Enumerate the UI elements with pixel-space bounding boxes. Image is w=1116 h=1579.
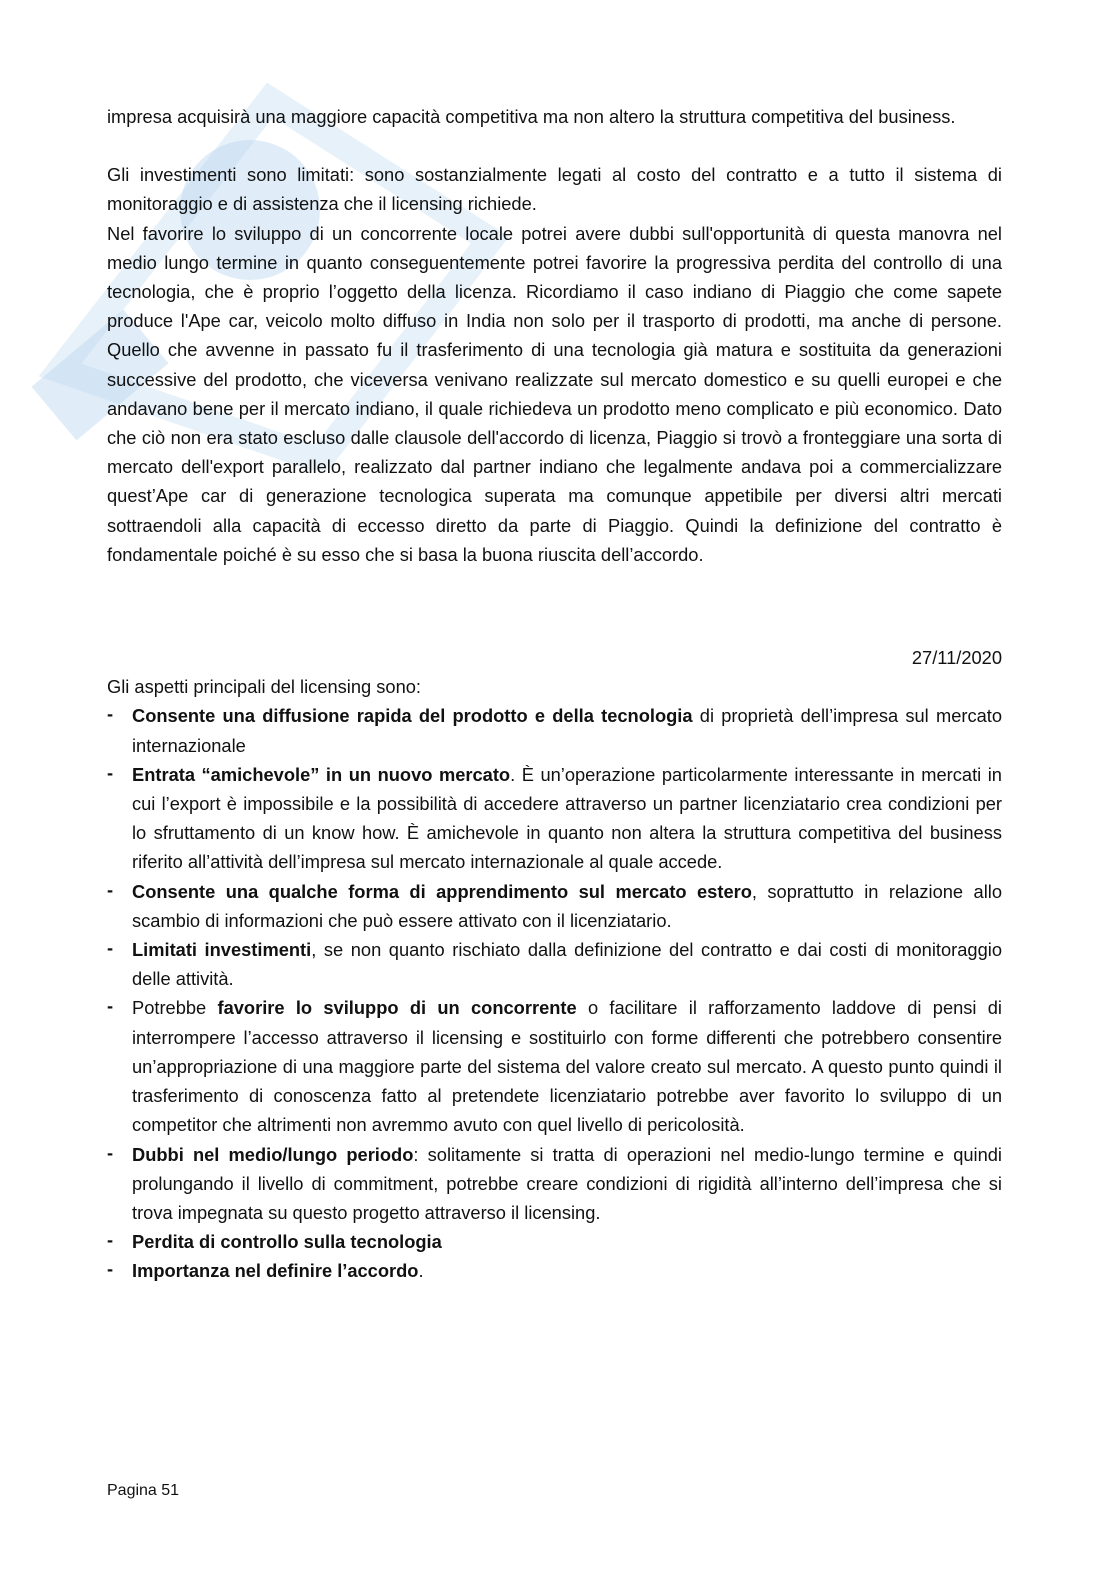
list-dash: -	[107, 703, 114, 725]
list-item: - Potrebbe favorire lo sviluppo di un concorrente o facilitare il rafforzamento laddove di pensi di interrompere l’accesso attraverso il licensing e sostituirlo con forme differenti che potrebbero consentire un’appropriazione di una maggiore parte del sistema del valore creato sul mercato. A questo punto quindi il trasferimento di conoscenza fatto al pretendete licenziatario potrebbe aver favorito lo sviluppo di un competitor che altrimenti non avremmo avuto con quel livello di pericolosità.	[107, 993, 1002, 1139]
list-dash: -	[107, 1229, 114, 1251]
list-dash: -	[107, 937, 114, 959]
page-content	[107, 102, 1002, 1286]
list-item: - Importanza nel definire l’accordo.	[107, 1256, 1002, 1285]
list-item: - Perdita di controllo sulla tecnologia	[107, 1227, 1002, 1256]
list-dash: -	[107, 878, 114, 900]
licensing-aspects-list	[107, 701, 1002, 1285]
list-item: - Dubbi nel medio/lungo periodo: solitamente si tratta di operazioni nel medio-lungo termine e quindi prolungando il livello di commitment, potrebbe creare condizioni di rigidità all’interno dell’impresa che si trova impegnata su questo progetto attraverso il licensing.	[107, 1140, 1002, 1228]
list-dash: -	[107, 761, 114, 783]
lecture-date: 27/11/2020	[911, 647, 1002, 669]
list-item: - Consente una qualche forma di apprendimento sul mercato estero, soprattutto in relazione allo scambio di informazioni che può essere attivato con il licenziatario.	[107, 877, 1002, 935]
paragraph-continuation: impresa acquisirà una maggiore capacità competitiva ma non altero la struttura competitiva del business.	[107, 106, 956, 127]
list-dash: -	[107, 1141, 114, 1163]
paragraph-investimenti: Gli investimenti sono limitati: sono sostanzialmente legati al costo del contratto e a tutto il sistema di monitoraggio e di assistenza che il licensing richiede.	[107, 164, 1002, 215]
list-item: - Consente una diffusione rapida del prodotto e della tecnologia di proprietà dell’impresa sul mercato internazionale	[107, 701, 1002, 759]
paragraph-piaggio-case: Nel favorire lo sviluppo di un concorrente locale potrei avere dubbi sull'opportunità di questa manovra nel medio lungo termine in quanto conseguentemente potrei favorire la progressiva perdita del controllo di una tecnologia, che è proprio l’oggetto della licenza. Ricordiamo il caso indiano di Piaggio che come sapete produce l'Ape car, veicolo molto diffuso in India non solo per il trasporto di prodotti, ma anche di persone. Quello che avvenne in passato fu il trasferimento di una tecnologia già matura e sostituita da generazioni successive del prodotto, che viceversa venivano realizzate sul mercato domestico e su quelli europei e che andavano bene per il mercato indiano, il quale richiedeva un prodotto meno complicato e più economico. Dato che ciò non era stato escluso dalle clausole dell'accordo di licenza, Piaggio si trovò a fronteggiare una sorta di mercato dell'export parallelo, realizzato dal partner indiano che legalmente andava poi a commercializzare quest’Ape car di generazione tecnologica superata ma comunque appetibile per diversi altri mercati sottraendoli alla capacità di eccesso diretto da parte di Piaggio. Quindi la definizione del contratto è fondamentale poiché è su esso che si basa la buona riuscita dell’accordo.	[107, 222, 1002, 565]
page-number: Pagina 51	[107, 1482, 180, 1499]
list-item: - Entrata “amichevole” in un nuovo mercato. È un’operazione particolarmente interessante in mercati in cui l’export è impossibile e la possibilità di accedere attraverso un partner licenziatario crea condizioni per lo sfruttamento di un know how. È amichevole in quanto non altera la struttura competitiva del business riferito all’attività dell’impresa sul mercato internazionale al quale accede.	[107, 760, 1002, 877]
list-dash: -	[107, 1258, 114, 1280]
list-item: - Limitati investimenti, se non quanto rischiato dalla definizione del contratto e dai costi di monitoraggio delle attività.	[107, 935, 1002, 993]
bullets-intro: Gli aspetti principali del licensing sono:	[107, 676, 421, 698]
list-dash: -	[107, 995, 114, 1017]
